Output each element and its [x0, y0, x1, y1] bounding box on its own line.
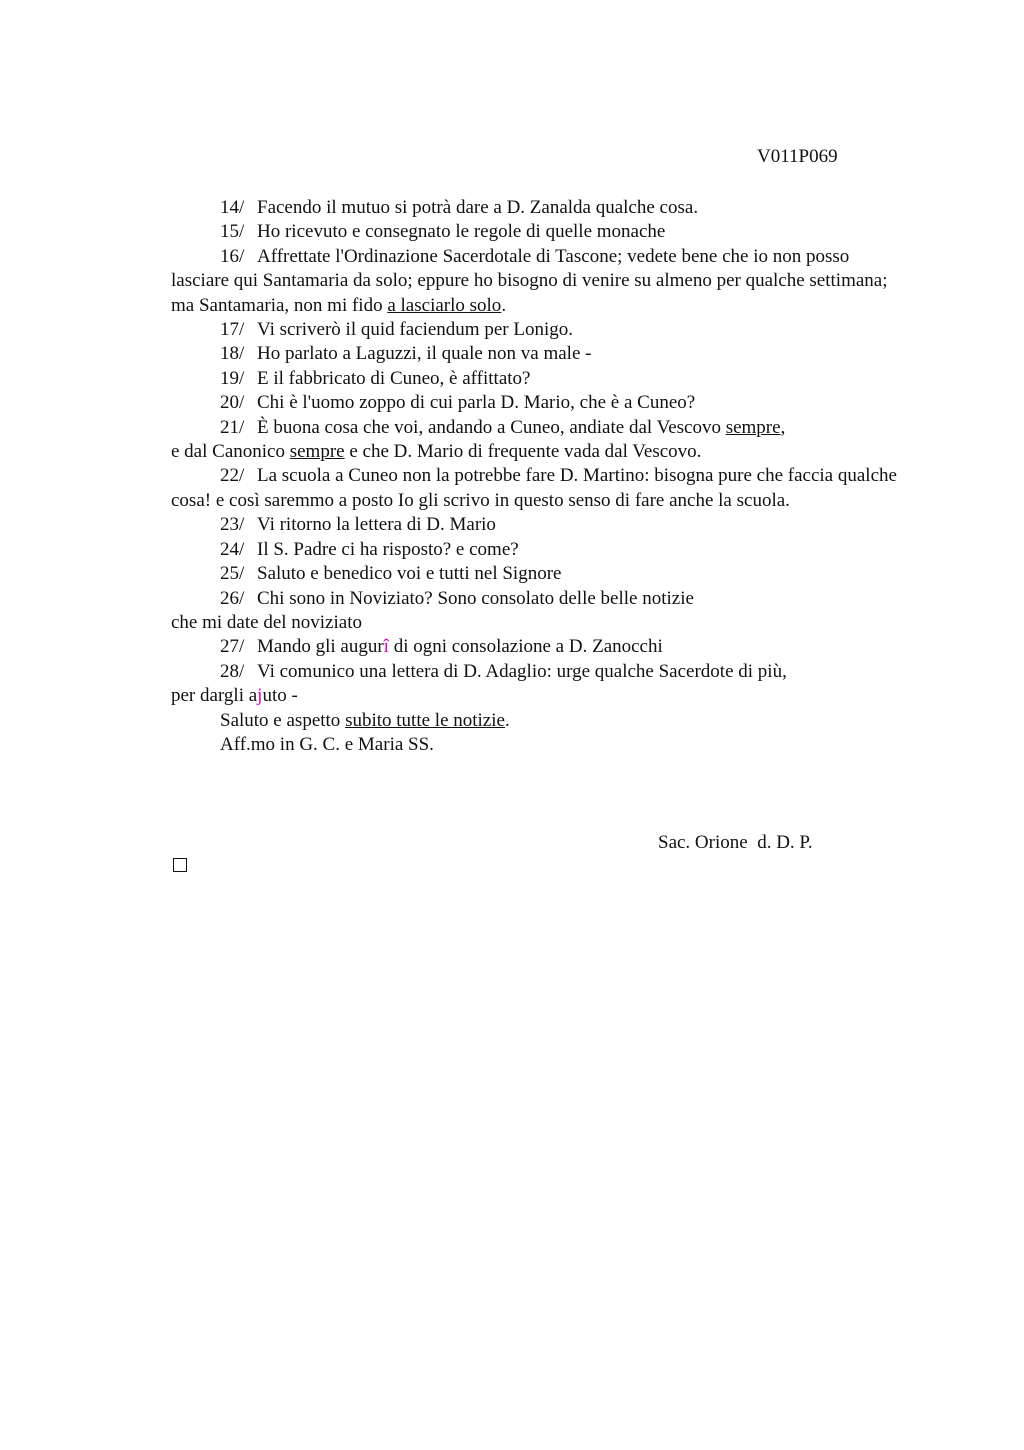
- item-text: Mando gli augur: [257, 636, 384, 658]
- item-number: 23/: [220, 514, 245, 536]
- closing-greeting: [171, 709, 911, 733]
- closing-text: Saluto e aspetto: [220, 709, 346, 731]
- item-text: Chi sono in Noviziato? Sono consolato delle belle notizie: [257, 587, 694, 609]
- item-text: È buona cosa che voi, andando a Cuneo, andiate dal Vescovo: [257, 416, 726, 438]
- list-item: [171, 513, 911, 537]
- item-text: Chi è l'uomo zoppo di cui parla D. Mario, che è a Cuneo?: [257, 392, 696, 414]
- item-text: che mi date del noviziato: [171, 611, 362, 633]
- item-number: 19/: [220, 367, 245, 389]
- list-item: [171, 391, 911, 415]
- item-text: Saluto e benedico voi e tutti nel Signore: [257, 563, 562, 585]
- list-item: [171, 635, 911, 659]
- list-item: [171, 245, 911, 318]
- editorial-mark: î: [383, 636, 389, 658]
- list-item: [171, 562, 911, 586]
- item-number: 27/: [220, 636, 245, 658]
- underlined-text: sempre: [289, 441, 345, 463]
- list-item: [171, 220, 911, 244]
- underlined-text: subito tutte le notizie: [345, 709, 505, 731]
- item-number: 28/: [220, 660, 245, 682]
- item-text: ,: [780, 416, 786, 438]
- item-text: per dargli a: [171, 685, 258, 707]
- item-number: 21/: [220, 416, 245, 438]
- item-number: 26/: [220, 587, 245, 609]
- item-text: uto -: [262, 685, 298, 707]
- item-text: Affrettate l'Ordinazione Sacerdotale di Tascone; vedete bene che io non posso lasciare qui Santamaria da solo; eppure ho bisogno di venire su almeno per qualche settimana; ma Santamaria, non mi fido: [171, 245, 888, 316]
- item-number: 24/: [220, 538, 245, 560]
- list-item: [171, 367, 911, 391]
- item-number: 16/: [220, 245, 245, 267]
- list-item: [171, 416, 911, 465]
- item-text: Ho parlato a Laguzzi, il quale non va male -: [257, 343, 592, 365]
- list-item: [171, 587, 911, 636]
- item-text: Vi ritorno la lettera di D. Mario: [257, 514, 496, 536]
- item-text: e dal Canonico: [171, 441, 290, 463]
- item-number: 20/: [220, 392, 245, 414]
- item-text-end: .: [501, 294, 507, 316]
- list-item: [171, 538, 911, 562]
- item-text: E il fabbricato di Cuneo, è affittato?: [257, 367, 531, 389]
- list-item: [171, 196, 911, 220]
- item-text: Ho ricevuto e consegnato le regole di quelle monache: [257, 221, 666, 243]
- underlined-text: sempre: [725, 416, 781, 438]
- item-number: 15/: [220, 221, 245, 243]
- closing-valediction: Aff.mo in G. C. e Maria SS.: [220, 733, 434, 755]
- page-reference: V011P069: [757, 146, 838, 167]
- item-number: 17/: [220, 319, 245, 341]
- item-number: 22/: [220, 465, 245, 487]
- underlined-text: a lasciarlo solo: [387, 294, 502, 316]
- list-item: [171, 318, 911, 342]
- list-item: [171, 342, 911, 366]
- item-text: Facendo il mutuo si potrà dare a D. Zanalda qualche cosa.: [257, 197, 699, 218]
- item-text: Vi comunico una lettera di D. Adaglio: urge qualche Sacerdote di più,: [257, 660, 787, 682]
- item-text: La scuola a Cuneo non la potrebbe fare D. Martino: bisogna pure che faccia qualche cosa! e così saremmo a posto Io gli scrivo in questo senso di fare anche la scuola.: [171, 465, 897, 511]
- letter-body: [171, 196, 911, 757]
- editorial-mark: j: [257, 685, 263, 707]
- item-number: 25/: [220, 563, 245, 585]
- closing-text-end: .: [504, 709, 510, 731]
- item-text: di ogni consolazione a D. Zanocchi: [388, 636, 663, 658]
- signature: Sac. Orione d. D. P.: [658, 832, 813, 853]
- item-number: 14/: [220, 197, 245, 218]
- list-item: [171, 464, 911, 513]
- list-item: [171, 660, 911, 709]
- item-text-end: e che D. Mario di frequente vada dal Vescovo.: [344, 441, 702, 463]
- checkbox-square-icon: [173, 858, 187, 872]
- item-text: Vi scriverò il quid faciendum per Lonigo.: [257, 319, 573, 341]
- item-text: Il S. Padre ci ha risposto? e come?: [257, 538, 519, 560]
- item-number: 18/: [220, 343, 245, 365]
